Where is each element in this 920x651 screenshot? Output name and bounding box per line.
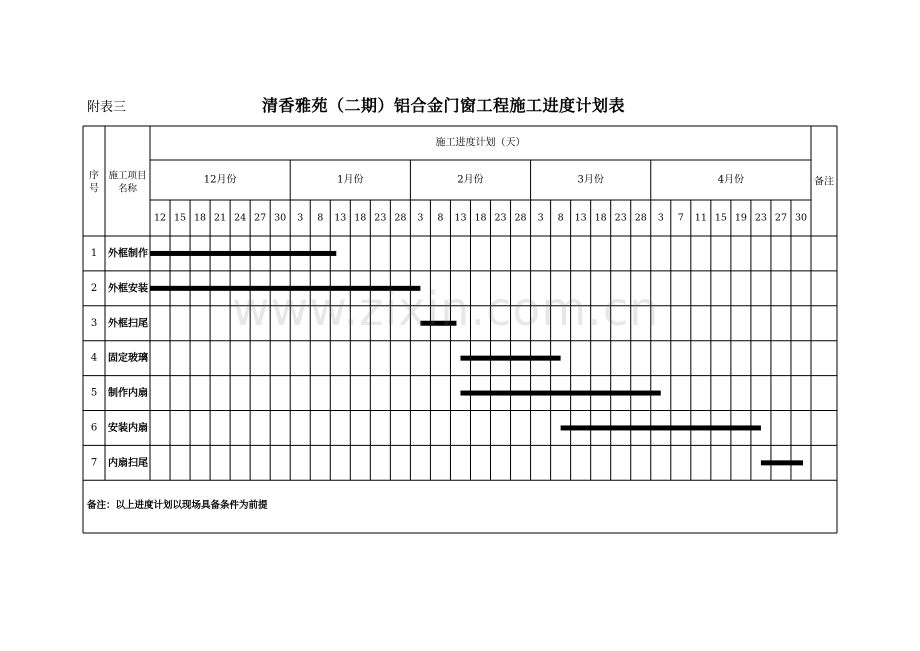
day-label: 23	[494, 212, 507, 224]
task-name: 安装内扇	[108, 422, 148, 434]
day-label: 30	[794, 212, 808, 224]
task-name: 外框扫尾	[108, 318, 148, 330]
day-label: 30	[274, 212, 287, 224]
day-label: 3	[537, 212, 544, 224]
item-header: 名称	[117, 183, 138, 195]
day-label: 3	[297, 212, 304, 224]
day-label: 3	[657, 212, 664, 224]
day-label: 7	[677, 212, 684, 224]
day-label: 24	[234, 212, 247, 224]
task-number: 2	[90, 282, 98, 294]
task-bar	[761, 460, 803, 465]
day-label: 13	[454, 212, 467, 224]
month-label: 4月份	[717, 174, 745, 186]
day-label: 8	[437, 212, 444, 224]
footer-note: 备注：以上进度计划以现场具备条件为前提	[87, 500, 268, 512]
task-bar	[561, 425, 761, 430]
day-label: 19	[734, 212, 747, 224]
day-label: 15	[714, 212, 727, 224]
task-number: 5	[90, 387, 98, 399]
task-name: 制作内扇	[108, 388, 148, 400]
plan-header: 施工进度计划（天）	[435, 137, 526, 149]
task-number: 6	[90, 422, 98, 434]
remark-header: 备注	[814, 176, 834, 188]
day-label: 15	[173, 212, 187, 224]
day-label: 8	[557, 212, 564, 224]
page-title: 清香雅苑（二期）铝合金门窗工程施工进度计划表	[262, 96, 626, 115]
month-label: 1月份	[337, 174, 364, 186]
day-label: 28	[514, 212, 527, 224]
task-number: 1	[90, 247, 98, 259]
day-label: 8	[317, 212, 324, 224]
day-label: 18	[594, 212, 607, 224]
task-name: 固定玻璃	[108, 353, 148, 365]
day-label: 28	[634, 212, 647, 224]
task-number: 3	[90, 317, 98, 329]
day-label: 12	[153, 212, 167, 224]
day-label: 27	[774, 212, 788, 224]
seq-header: 号	[89, 183, 99, 195]
appendix-label: 附表三	[87, 100, 127, 115]
task-number: 7	[90, 457, 98, 469]
item-header: 施工项目	[108, 170, 147, 182]
day-label: 21	[214, 212, 227, 224]
task-bar	[460, 391, 660, 396]
task-bar	[150, 251, 336, 256]
month-label: 3月份	[577, 174, 604, 186]
month-label: 2月份	[457, 174, 484, 186]
day-label: 28	[394, 212, 407, 224]
day-label: 23	[754, 212, 767, 224]
day-label: 13	[334, 212, 347, 224]
day-label: 23	[614, 212, 627, 224]
watermark: www.zixin.com.cn	[232, 282, 660, 336]
day-label: 18	[474, 212, 487, 224]
day-label: 23	[374, 212, 387, 224]
task-name: 外框安装	[108, 283, 148, 295]
day-label: 3	[417, 212, 424, 224]
day-label: 11	[694, 212, 707, 224]
day-label: 13	[574, 212, 587, 224]
task-name: 内扇扫尾	[108, 457, 148, 469]
task-name: 外框制作	[108, 248, 148, 260]
task-number: 4	[90, 352, 98, 364]
day-label: 27	[254, 212, 267, 224]
month-label: 12月份	[203, 174, 237, 186]
seq-header: 序	[89, 170, 99, 182]
task-bar	[460, 356, 560, 361]
day-label: 18	[194, 212, 207, 224]
day-label: 18	[354, 212, 367, 224]
